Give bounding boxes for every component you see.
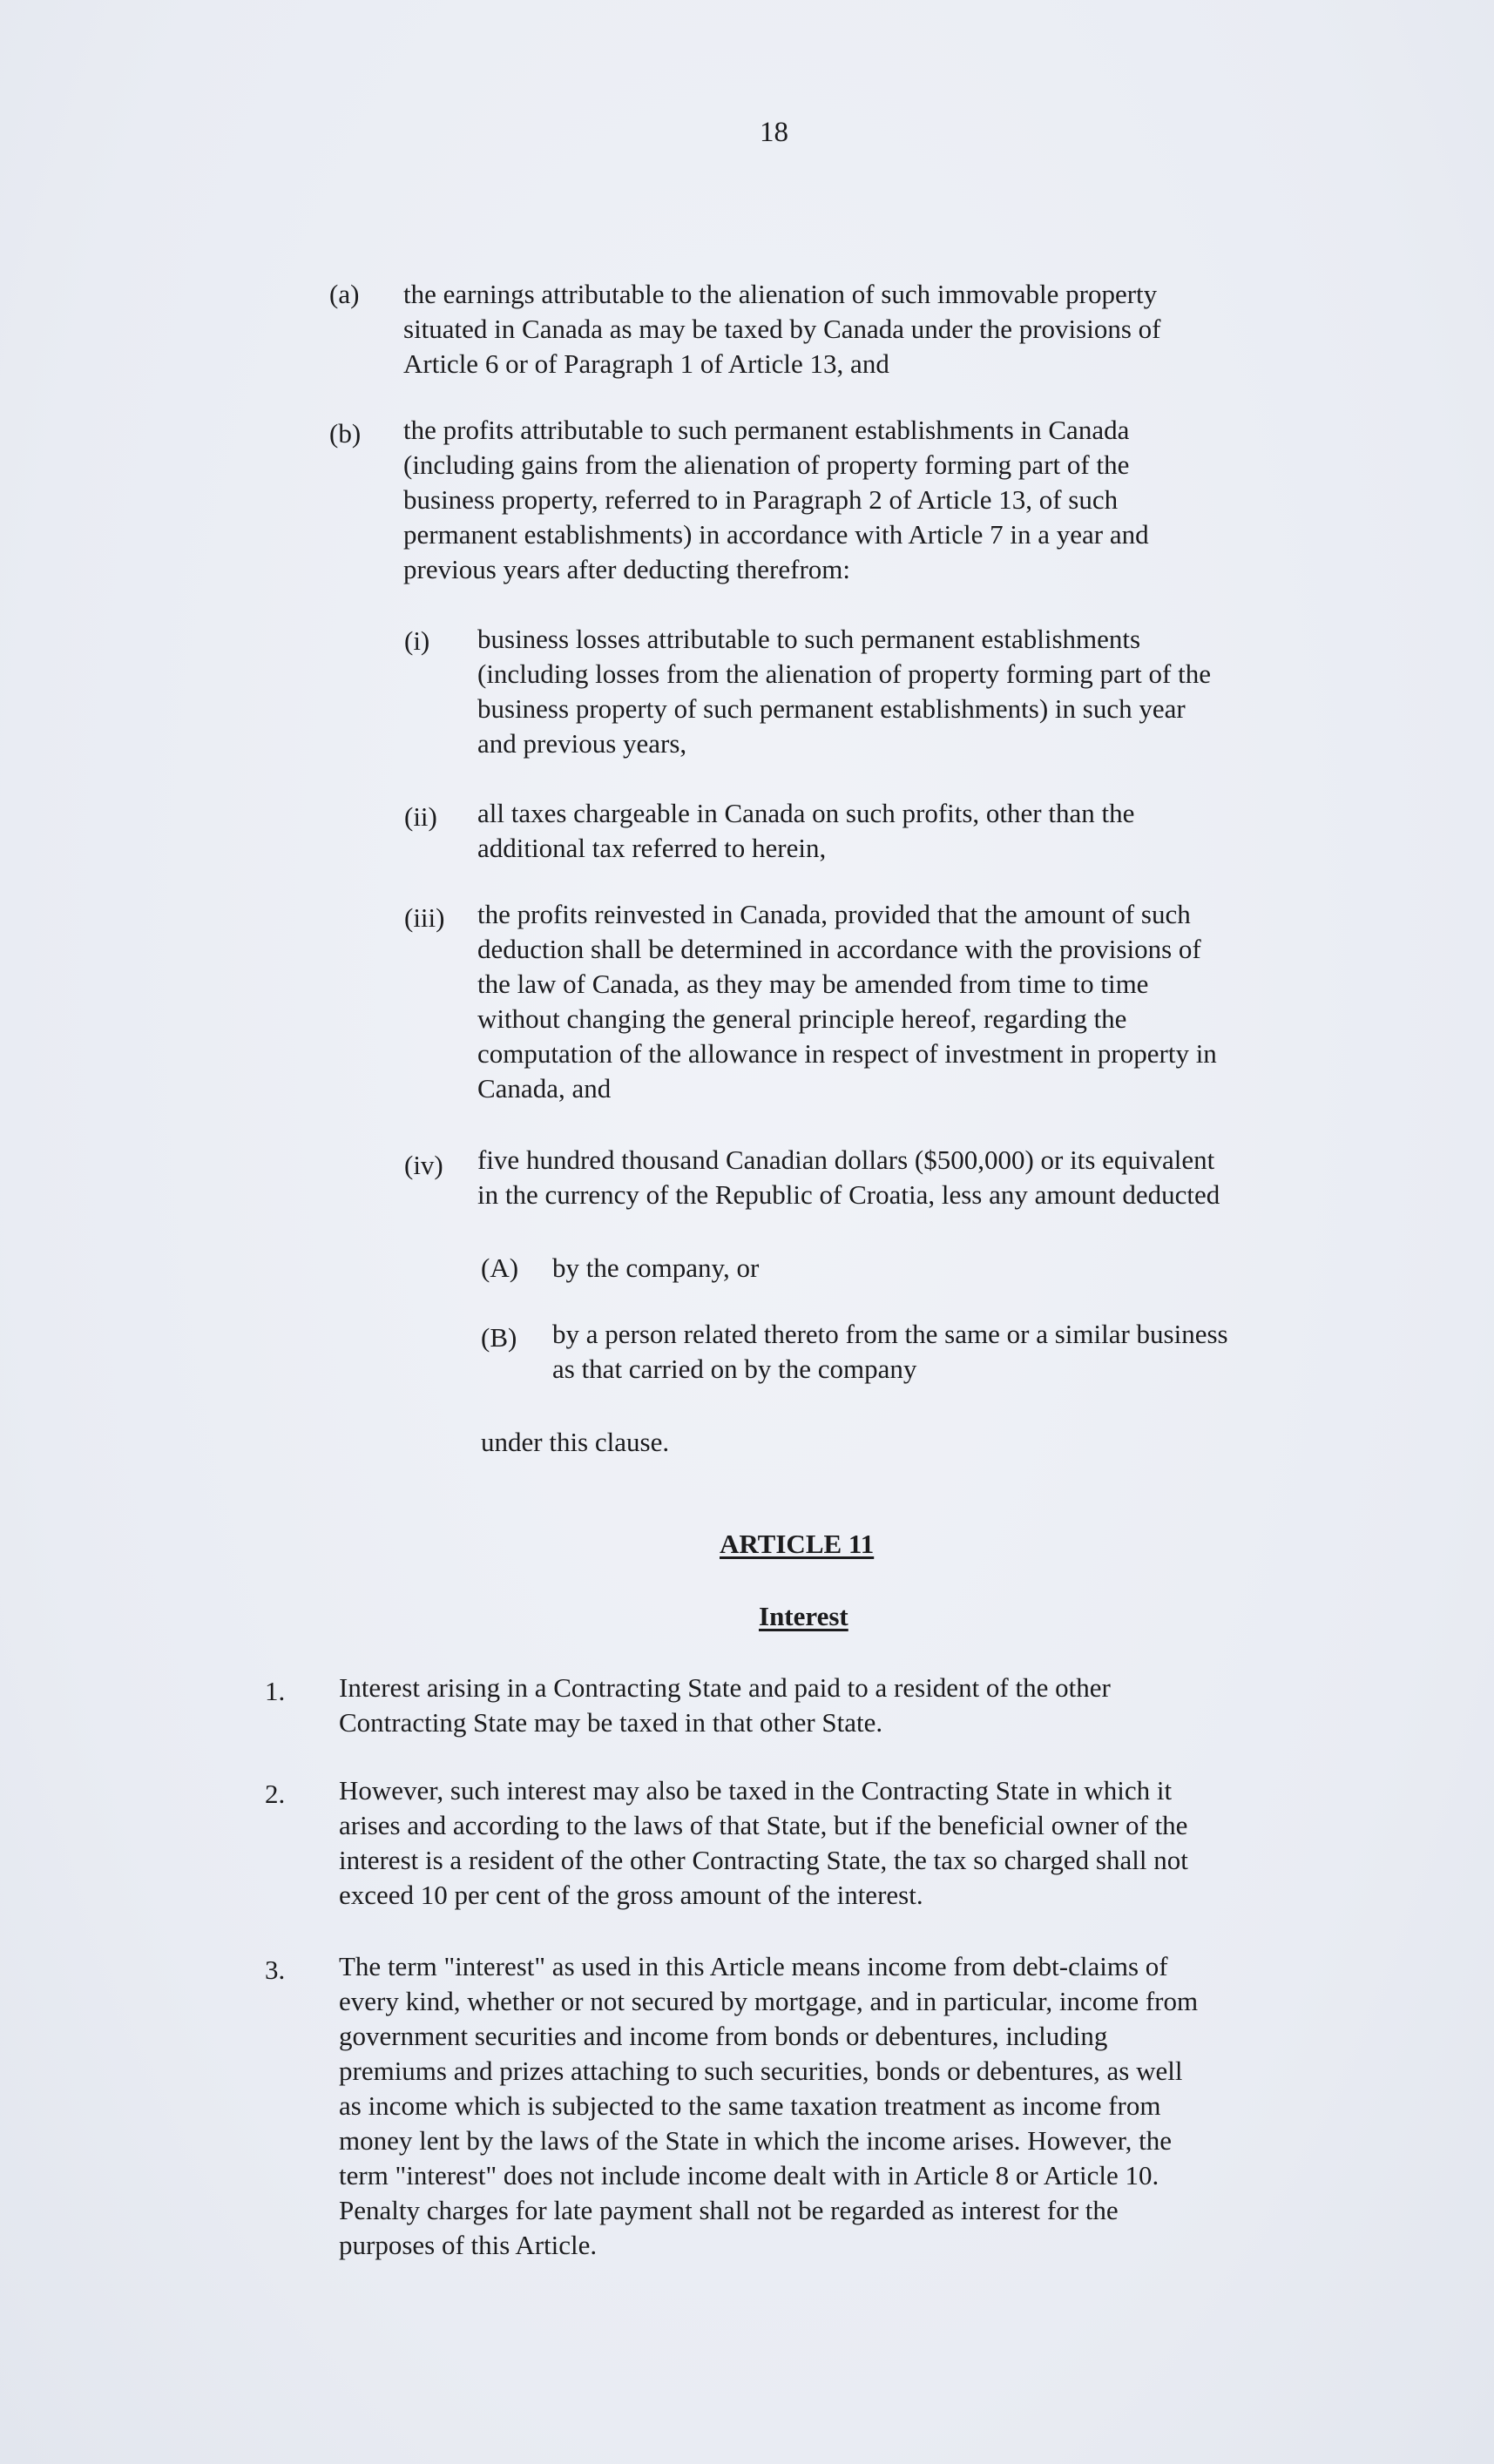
para-2-label: 2. [265, 1779, 286, 1809]
para-2-line: However, such interest may also be taxed in the Contracting State in which it [339, 1775, 1173, 1806]
para-3-line: Penalty charges for late payment shall not be regarded as interest for the [339, 2195, 1119, 2225]
para-3-line: money lent by the laws of the State in which the income arises. However, the [339, 2125, 1173, 2156]
sub-B-line: as that carried on by the company [552, 1354, 917, 1384]
under-clause-text: under this clause. [481, 1427, 670, 1457]
para-1-line: Interest arising in a Contracting State and paid to a resident of the other [339, 1672, 1111, 1703]
article-subtitle: Interest [759, 1601, 848, 1631]
clause-b-line: permanent establishments) in accordance with Article 7 in a year and [403, 519, 1149, 550]
para-1-label: 1. [265, 1676, 286, 1706]
clause-b-line: previous years after deducting therefrom: [403, 554, 851, 584]
para-1-line: Contracting State may be taxed in that other State. [339, 1707, 883, 1738]
clause-b-line: business property, referred to in Paragraph 2 of Article 13, of such [403, 484, 1119, 515]
clause-b-line: the profits attributable to such permanent establishments in Canada [403, 415, 1130, 445]
para-3-line: every kind, whether or not secured by mortgage, and in particular, income from [339, 1986, 1199, 2016]
sub-B-line: by a person related thereto from the same or a similar business [552, 1319, 1228, 1349]
sub-iii-line: without changing the general principle hereof, regarding the [477, 1003, 1127, 1034]
para-3-line: purposes of this Article. [339, 2230, 598, 2260]
clause-b-label: (b) [329, 418, 362, 449]
sub-i-line: and previous years, [477, 728, 687, 759]
sub-iii-line: the law of Canada, as they may be amended from time to time [477, 969, 1149, 999]
sub-i-label: (i) [404, 625, 430, 656]
clause-a-label: (a) [329, 279, 360, 309]
sub-i-line: business losses attributable to such permanent establishments [477, 624, 1141, 654]
sub-i-text [477, 622, 1211, 761]
sub-B-text [552, 1317, 1228, 1387]
article-title: ARTICLE 11 [720, 1529, 875, 1559]
sub-B-label: (B) [481, 1322, 517, 1353]
sub-ii-line: additional tax referred to herein, [477, 833, 827, 863]
sub-iv-line: five hundred thousand Canadian dollars ($500,000) or its equivalent [477, 1144, 1215, 1175]
para-3-line: premiums and prizes attaching to such securities, bonds or debentures, as well [339, 2056, 1183, 2086]
clause-a-line: situated in Canada as may be taxed by Canada under the provisions of [403, 314, 1161, 344]
sub-iii-text [477, 897, 1217, 1106]
para-3-line: government securities and income from bonds or debentures, including [339, 2021, 1108, 2051]
clause-a-text [403, 277, 1160, 381]
para-3-line: as income which is subjected to the same taxation treatment as income from [339, 2090, 1161, 2121]
sub-i-line: business property of such permanent establishments) in such year [477, 693, 1186, 724]
sub-iv-line: in the currency of the Republic of Croatia, less any amount deducted [477, 1179, 1220, 1210]
para-3-line: term "interest" does not include income dealt with in Article 8 or Article 10. [339, 2160, 1159, 2191]
para-3-text [339, 1949, 1198, 2263]
para-2-line: arises and according to the laws of that State, but if the beneficial owner of the [339, 1810, 1188, 1840]
sub-ii-line: all taxes chargeable in Canada on such profits, other than the [477, 798, 1135, 828]
clause-b-text [403, 413, 1149, 587]
page-number: 18 [760, 117, 788, 148]
clause-a-line: the earnings attributable to the alienation of such immovable property [403, 279, 1158, 309]
sub-i-line: (including losses from the alienation of property forming part of the [477, 658, 1211, 689]
sub-iii-label: (iii) [404, 902, 445, 933]
sub-iii-line: deduction shall be determined in accordance with the provisions of [477, 934, 1201, 964]
sub-ii-label: (ii) [404, 801, 437, 832]
para-2-line: exceed 10 per cent of the gross amount of the interest. [339, 1880, 923, 1910]
para-2-line: interest is a resident of the other Contracting State, the tax so charged shall not [339, 1845, 1188, 1875]
para-2-text [339, 1773, 1188, 1913]
para-3-line: The term "interest" as used in this Article means income from debt-claims of [339, 1951, 1168, 1981]
clause-b-line: (including gains from the alienation of property forming part of the [403, 449, 1130, 480]
sub-A-text: by the company, or [552, 1252, 760, 1283]
para-1-text [339, 1671, 1111, 1740]
sub-iii-line: the profits reinvested in Canada, provided that the amount of such [477, 899, 1191, 929]
sub-iv-text [477, 1143, 1220, 1212]
sub-ii-text [477, 796, 1134, 866]
sub-iii-line: Canada, and [477, 1073, 612, 1104]
sub-iii-line: computation of the allowance in respect of investment in property in [477, 1038, 1217, 1069]
sub-iv-label: (iv) [404, 1150, 443, 1180]
para-3-label: 3. [265, 1954, 286, 1985]
sub-A-label: (A) [481, 1252, 519, 1283]
clause-a-line: Article 6 or of Paragraph 1 of Article 13, and [403, 348, 889, 379]
